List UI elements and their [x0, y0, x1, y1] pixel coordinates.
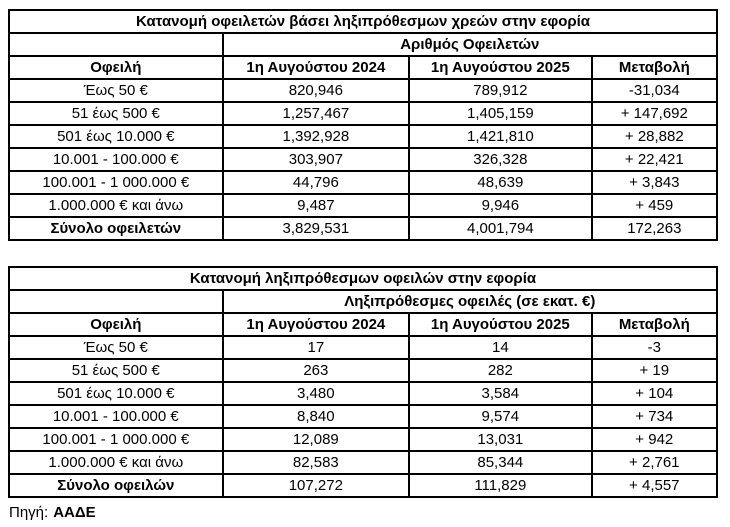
data-cell: 44,796	[223, 171, 410, 194]
table-row	[9, 194, 717, 217]
data-cell: + 147,692	[592, 102, 717, 125]
data-cell: 48,639	[409, 171, 592, 194]
group-header: Ληξιπρόθεσμες οφειλές (σε εκατ. €)	[223, 290, 717, 313]
row-label: Έως 50 €	[9, 336, 223, 359]
data-cell: 1,392,928	[223, 125, 410, 148]
data-cell: 9,487	[223, 194, 410, 217]
column-header-aug-2024: 1η Αυγούστου 2024	[223, 313, 410, 336]
row-label: 10.001 - 100.000 €	[9, 148, 223, 171]
data-cell: + 2,761	[592, 451, 717, 474]
data-cell: + 942	[592, 428, 717, 451]
data-cell: 1,421,810	[409, 125, 592, 148]
source-note	[9, 504, 718, 521]
data-cell: 326,328	[409, 148, 592, 171]
table-row	[9, 451, 717, 474]
data-cell: 263	[223, 359, 410, 382]
table-row	[9, 171, 717, 194]
total-cell: 3,829,531	[223, 217, 410, 240]
total-row	[9, 217, 717, 240]
table-row	[9, 79, 717, 102]
row-label: 100.001 - 1 000.000 €	[9, 171, 223, 194]
total-label: Σύνολο οφειλετών	[9, 217, 223, 240]
data-cell: + 19	[592, 359, 717, 382]
data-cell: + 28,882	[592, 125, 717, 148]
data-cell: 17	[223, 336, 410, 359]
data-cell: 8,840	[223, 405, 410, 428]
row-label: 1.000.000 € και άνω	[9, 194, 223, 217]
data-cell: + 734	[592, 405, 717, 428]
table-title: Κατανομή οφειλετών βάσει ληξιπρόθεσμων χρεών στην εφορία	[9, 10, 717, 33]
source-label: Πηγή:	[9, 504, 49, 521]
data-cell: 789,912	[409, 79, 592, 102]
column-header-debt: Οφειλή	[9, 56, 223, 79]
data-cell: 3,584	[409, 382, 592, 405]
row-label: 501 έως 10.000 €	[9, 382, 223, 405]
data-cell: + 22,421	[592, 148, 717, 171]
column-header-change: Μεταβολή	[592, 56, 717, 79]
table-row	[9, 405, 717, 428]
data-cell: 282	[409, 359, 592, 382]
row-label: Έως 50 €	[9, 79, 223, 102]
table-title-row	[9, 10, 717, 33]
data-cell: 3,480	[223, 382, 410, 405]
source-value: ΑΑΔΕ	[53, 504, 96, 521]
debtors-count-table	[8, 9, 718, 241]
table-row	[9, 428, 717, 451]
column-header-change: Μεταβολή	[592, 313, 717, 336]
column-header-aug-2024: 1η Αυγούστου 2024	[223, 56, 410, 79]
column-header-aug-2025: 1η Αυγούστου 2025	[409, 313, 592, 336]
group-header: Αριθμός Οφειλετών	[223, 33, 717, 56]
row-label: 1.000.000 € και άνω	[9, 451, 223, 474]
data-cell: -31,034	[592, 79, 717, 102]
data-cell: 85,344	[409, 451, 592, 474]
row-label: 10.001 - 100.000 €	[9, 405, 223, 428]
group-header-row	[9, 33, 717, 56]
data-cell: 9,574	[409, 405, 592, 428]
table-row	[9, 148, 717, 171]
column-header-aug-2025: 1η Αυγούστου 2025	[409, 56, 592, 79]
row-label: 51 έως 500 €	[9, 102, 223, 125]
overdue-debts-table	[8, 266, 718, 498]
table-row	[9, 125, 717, 148]
table-row	[9, 382, 717, 405]
column-header-row	[9, 56, 717, 79]
table-title-row	[9, 267, 717, 290]
table-row	[9, 102, 717, 125]
table-row	[9, 359, 717, 382]
column-header-row	[9, 313, 717, 336]
data-cell: + 104	[592, 382, 717, 405]
column-header-debt: Οφειλή	[9, 313, 223, 336]
data-cell: 303,907	[223, 148, 410, 171]
data-cell: 820,946	[223, 79, 410, 102]
empty-cell	[9, 33, 223, 56]
total-cell: + 4,557	[592, 474, 717, 497]
data-cell: + 459	[592, 194, 717, 217]
data-cell: 12,089	[223, 428, 410, 451]
table-title: Κατανομή ληξιπρόθεσμων οφειλών στην εφορία	[9, 267, 717, 290]
data-cell: 1,257,467	[223, 102, 410, 125]
total-cell: 111,829	[409, 474, 592, 497]
data-cell: 82,583	[223, 451, 410, 474]
empty-cell	[9, 290, 223, 313]
total-cell: 172,263	[592, 217, 717, 240]
table-row	[9, 336, 717, 359]
row-label: 501 έως 10.000 €	[9, 125, 223, 148]
row-label: 100.001 - 1 000.000 €	[9, 428, 223, 451]
row-label: 51 έως 500 €	[9, 359, 223, 382]
table-gap	[8, 241, 718, 266]
total-cell: 4,001,794	[409, 217, 592, 240]
data-cell: 14	[409, 336, 592, 359]
data-cell: + 3,843	[592, 171, 717, 194]
group-header-row	[9, 290, 717, 313]
total-cell: 107,272	[223, 474, 410, 497]
total-label: Σύνολο οφειλών	[9, 474, 223, 497]
data-cell: 13,031	[409, 428, 592, 451]
data-cell: 9,946	[409, 194, 592, 217]
data-cell: -3	[592, 336, 717, 359]
data-cell: 1,405,159	[409, 102, 592, 125]
total-row	[9, 474, 717, 497]
